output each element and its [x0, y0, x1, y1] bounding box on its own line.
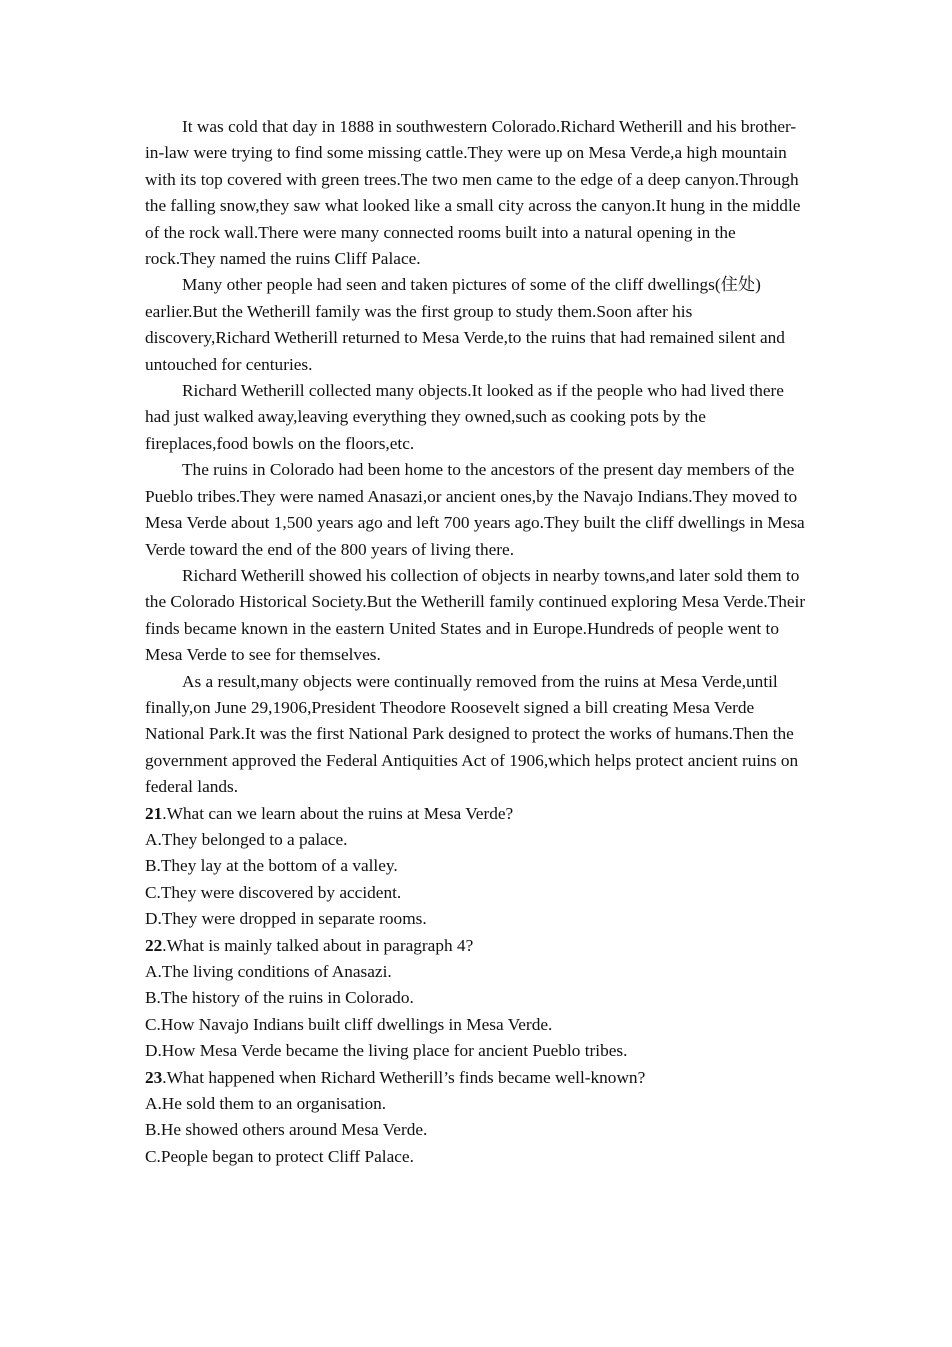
question-stem	[145, 933, 810, 959]
paragraph-4: The ruins in Colorado had been home to the ancestors of the present day members of the Pueblo tribes.They were named Anasazi,or ancient ones,by the Navajo Indians.They moved to Mesa Verde about 1,500 years ago and left 700 years ago.They built the cliff dwellings in Mesa Verde toward the end of the 800 years of living there.	[145, 460, 805, 559]
paragraph-6: As a result,many objects were continually removed from the ruins at Mesa Verde,until finally,on June 29,1906,President Theodore Roosevelt signed a bill creating Mesa Verde National Park.It was the first National Park designed to protect the works of humans.Then the government approved the Federal Antiquities Act of 1906,which helps protect ancient ruins on federal lands.	[145, 671, 799, 797]
paragraph-3: Richard Wetherill collected many objects.It looked as if the people who had lived there had just walked away,leaving everything they owned,such as cooking pots by the fireplaces,food bowls on the floors,etc.	[145, 381, 784, 453]
option-c: C.People began to protect Cliff Palace.	[145, 1146, 414, 1166]
question-22	[145, 933, 810, 1065]
option-c: C.They were discovered by accident.	[145, 882, 402, 902]
question-text: .What happened when Richard Wetherill’s finds became well-known?	[162, 1067, 646, 1087]
paragraph-2: Many other people had seen and taken pictures of some of the cliff dwellings(住处) earlier.But the Wetherill family was the first group to study them.Soon after his discovery,Richard Wetherill returned to Mesa Verde,to the ruins that had remained silent and untouched for centuries.	[145, 275, 785, 374]
option-a: A.The living conditions of Anasazi.	[145, 962, 392, 981]
option-a: A.They belonged to a palace.	[145, 829, 348, 849]
passage	[145, 114, 810, 801]
question-text: .What can we learn about the ruins at Mesa Verde?	[162, 803, 514, 823]
option-b: B.The history of the ruins in Colorado.	[145, 988, 414, 1008]
document-page	[145, 114, 810, 1170]
option-c: C.How Navajo Indians built cliff dwellings in Mesa Verde.	[145, 1014, 553, 1034]
question-stem	[145, 1065, 810, 1091]
option-b: B.He showed others around Mesa Verde.	[145, 1120, 428, 1140]
paragraph-5: Richard Wetherill showed his collection of objects in nearby towns,and later sold them to the Colorado Historical Society.But the Wetherill family continued exploring Mesa Verde.Their finds became known in the eastern United States and in Europe.Hundreds of people went to Mesa Verde to see for themselves.	[145, 565, 806, 665]
option-a: A.He sold them to an organisation.	[145, 1094, 387, 1114]
question-23	[145, 1065, 810, 1171]
question-21	[145, 801, 810, 933]
question-number: 23	[145, 1067, 163, 1087]
question-stem	[145, 801, 810, 827]
question-number: 21	[145, 803, 163, 823]
paragraph-1: It was cold that day in 1888 in southwestern Colorado.Richard Wetherill and his brother-in-law were trying to find some missing cattle.They were up on Mesa Verde,a high mountain with its top covered with green trees.The two men came to the edge of a deep canyon.Through the falling snow,they saw what looked like a small city across the canyon.It hung in the middle of the rock wall.There were many connected rooms built into a natural opening in the rock.They named the ruins Cliff Palace.	[145, 117, 801, 269]
option-b: B.They lay at the bottom of a valley.	[145, 856, 398, 876]
option-d: D.They were dropped in separate rooms.	[145, 909, 427, 929]
option-d: D.How Mesa Verde became the living place for ancient Pueblo tribes.	[145, 1041, 628, 1061]
question-number: 22	[145, 935, 163, 955]
question-text: .What is mainly talked about in paragraph 4?	[162, 935, 474, 955]
